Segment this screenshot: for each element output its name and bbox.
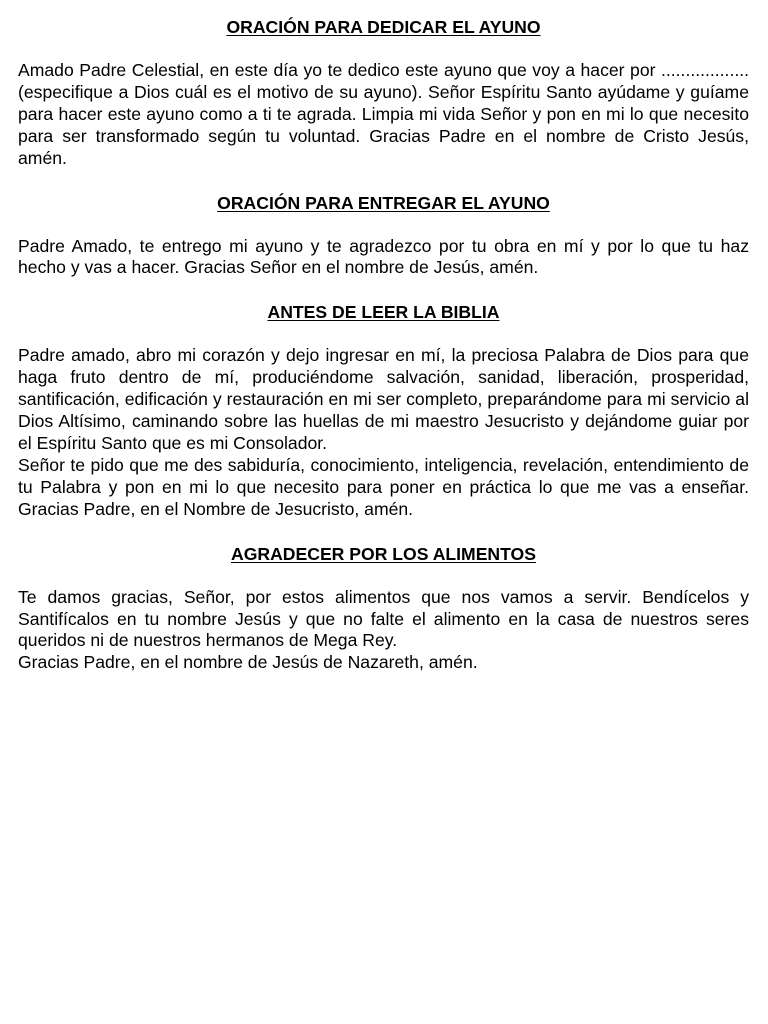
section-dedicar-ayuno <box>18 16 749 170</box>
section-leer-biblia <box>18 301 749 520</box>
paragraph: Padre amado, abro mi corazón y dejo ingresar en mí, la preciosa Palabra de Dios para que haga fruto dentro de mí, produciéndome salvación, sanidad, liberación, prosperidad, santificación, edificación y restauración en mi ser completo, preparándome para mi servicio al Dios Altísimo, caminando sobre las huellas de mi maestro Jesucristo y dejándome guiar por el Espíritu Santo que es mi Consolador. <box>18 345 749 453</box>
section-entregar-ayuno <box>18 192 749 280</box>
paragraph: Padre Amado, te entrego mi ayuno y te agradezco por tu obra en mí y por lo que tu haz hecho y vas a hacer. Gracias Señor en el nombre de Jesús, amén. <box>18 235 749 278</box>
paragraph: Amado Padre Celestial, en este día yo te dedico este ayuno que voy a hacer por .................. (especifique a Dios cuál es el motivo de su ayuno). Señor Espíritu Santo ayúdame y guíame para hacer este ayuno como a ti te agrada. Limpia mi vida Señor y pon en mi lo que necesito para ser transformado según tu voluntad. Gracias Padre en el nombre de Cristo Jesús, amén. <box>18 60 749 168</box>
section-heading: AGRADECER POR LOS ALIMENTOS <box>231 543 536 564</box>
section-heading: ORACIÓN PARA ENTREGAR EL AYUNO <box>217 192 550 213</box>
paragraph: Señor te pido que me des sabiduría, conocimiento, inteligencia, revelación, entendimiento de tu Palabra y pon en mi lo que necesito para poner en práctica lo que me vas a enseñar. Gracias Padre, en el Nombre de Jesucristo, amén. <box>18 454 749 519</box>
section-agradecer-alimentos <box>18 543 749 675</box>
document-page <box>18 16 749 674</box>
paragraph: Gracias Padre, en el nombre de Jesús de Nazareth, amén. <box>18 652 478 673</box>
section-spacer <box>18 170 749 192</box>
section-spacer <box>18 521 749 543</box>
section-heading: ANTES DE LEER LA BIBLIA <box>267 302 500 323</box>
paragraph: Te damos gracias, Señor, por estos alimentos que nos vamos a servir. Bendícelos y Santifícalos en tu nombre Jesús y que no falte el alimento en la casa de nuestros seres queridos ni de nuestros hermanos de Mega Rey. <box>18 586 749 651</box>
section-heading: ORACIÓN PARA DEDICAR EL AYUNO <box>226 17 541 37</box>
section-spacer <box>18 279 749 301</box>
